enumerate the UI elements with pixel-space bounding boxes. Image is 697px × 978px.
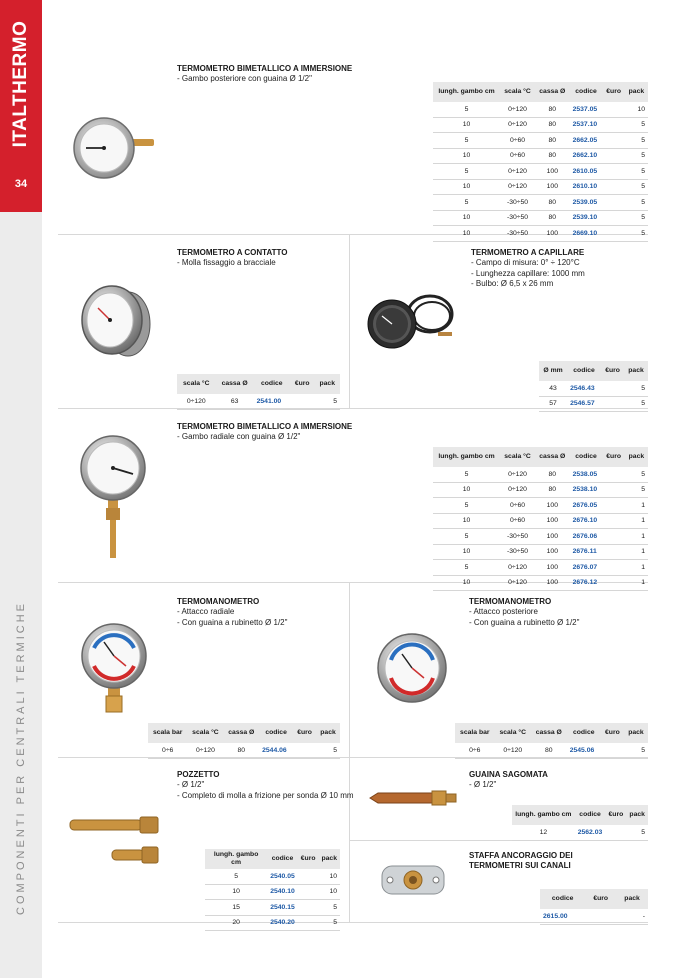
capillary-thermometer-image: [366, 290, 462, 354]
product-table: lungh. gambo cm codice €uro pack 12 2562.03 5: [512, 805, 648, 841]
product-desc: - Molla fissaggio a bracciale: [177, 258, 276, 267]
table-row: 10 -30÷50 100 2669.10 5: [433, 226, 648, 242]
table-row: 10 -30÷50 80 2539.10 5: [433, 210, 648, 226]
product-table: Ø mm codice €uro pack 43 2546.43 5 57 2546.57 5: [539, 361, 648, 412]
product-table: scala bar scala °C cassa Ø codice €uro pack 0÷6 0÷120 80 2545.06 5: [455, 723, 648, 759]
product-table: scala °C cassa Ø codice €uro pack 0÷120 63 2541.00 5: [177, 374, 340, 410]
table-row: 5 0÷120 80 2537.05 10: [433, 102, 648, 117]
table-row: 43 2546.43 5: [539, 381, 648, 396]
thermowell-image: [66, 812, 162, 868]
radial-bimetal-thermometer-image: [78, 434, 150, 560]
table-row: 10 0÷120 80 2537.10 5: [433, 117, 648, 133]
product-table: scala bar scala °C cassa Ø codice €uro pack 0÷6 0÷120 80 2544.06 5: [148, 723, 340, 759]
product-title: STAFFA ANCORAGGIO DEI TERMOMETRI SUI CANALI: [469, 851, 573, 870]
table-row: 57 2546.57 5: [539, 396, 648, 412]
radial-thermomanometer-image: [78, 622, 152, 716]
table-row: 10 0÷120 100 2676.12 1: [433, 575, 648, 591]
table-row: 10 0÷60 80 2662.10 5: [433, 148, 648, 164]
product-title: TERMOMETRO BIMETALLICO A IMMERSIONE: [177, 64, 353, 73]
product-desc: - Gambo radiale con guaina Ø 1/2": [177, 432, 301, 441]
product-desc: - Ø 1/2" - Completo di molla a frizione per sonda Ø 10 mm: [177, 780, 354, 800]
table-row: 5 0÷120 100 2610.05 5: [433, 164, 648, 180]
table-row: 2615.00 -: [540, 909, 648, 924]
product-title: TERMOMETRO A CAPILLARE: [471, 248, 585, 257]
table-row: 12 2562.03 5: [512, 825, 648, 840]
bimetal-thermometer-image: [72, 114, 158, 186]
shaped-sheath-image: [368, 786, 460, 810]
table-row: 10 0÷120 100 2610.10 5: [433, 179, 648, 195]
product-table: lungh. gambo cm scala °C cassa Ø codice €uro pack 5 0÷120 80 2537.05 10 10 0÷120 80 2537.10 5 5 0÷60 80 2662.05 5 10 0÷60 80 2662.10 5 5 0÷120 100 2610.05 5 10 0÷120 100 2610.10 5 5 -30÷50 80 2539.05 5 10 -30÷50 80 2539.10 5 10 -30÷50 100 2669.10 5: [433, 82, 648, 242]
product-title: TERMOMANOMETRO: [469, 597, 552, 606]
product-table: lungh. gambo cm codice €uro pack 5 2540.05 10 10 2540.10 10 15 2540.15 5 20 2540.20 5: [205, 849, 340, 931]
brand-box: [0, 0, 42, 212]
table-row: 10 -30÷50 100 2676.11 1: [433, 544, 648, 560]
product-desc: - Gambo posteriore con guaina Ø 1/2": [177, 74, 312, 83]
product-title: GUAINA SAGOMATA: [469, 770, 548, 779]
product-title: TERMOMETRO BIMETALLICO A IMMERSIONE: [177, 422, 353, 431]
table-row: 5 -30÷50 80 2539.05 5: [433, 195, 648, 211]
contact-thermometer-image: [78, 282, 158, 362]
table-row: 20 2540.20 5: [205, 915, 340, 931]
side-section-label: COMPONENTI PER CENTRALI TERMICHE: [15, 601, 27, 915]
product-table: lungh. gambo cm scala °C cassa Ø codice €uro pack 5 0÷120 80 2538.05 5 10 0÷120 80 2538.10 5 5 0÷60 100 2676.05 1 10 0÷60 100 2676.10 1 5 -30÷50 100 2676.06 1 10 -30÷50 100 2676.11 1 5 0÷120 100 2676.07 1 10 0÷120 100 2676.12 1: [433, 447, 648, 591]
product-title: TERMOMETRO A CONTATTO: [177, 248, 288, 257]
table-row: 15 2540.15 5: [205, 900, 340, 916]
product-title: TERMOMANOMETRO: [177, 597, 260, 606]
mounting-bracket-image: [380, 862, 446, 898]
table-row: 5 0÷120 80 2538.05 5: [433, 467, 648, 482]
product-title: POZZETTO: [177, 770, 220, 779]
product-desc: - Ø 1/2": [469, 780, 497, 789]
table-row: 0÷120 63 2541.00 5: [177, 394, 340, 409]
product-desc: - Campo di misura: 0° ÷ 120°C - Lunghezza capillare: 1000 mm - Bulbo: Ø 6,5 x 26 mm: [471, 258, 585, 288]
rear-thermomanometer-image: [374, 632, 452, 706]
table-row: 5 0÷60 100 2676.05 1: [433, 498, 648, 514]
table-row: 5 -30÷50 100 2676.06 1: [433, 529, 648, 545]
product-desc: - Attacco radiale - Con guaina a rubinetto Ø 1/2": [177, 607, 288, 627]
table-row: 10 0÷120 80 2538.10 5: [433, 482, 648, 498]
brand-logo: ITALTHERMO: [10, 20, 31, 148]
table-row: 5 0÷60 80 2662.05 5: [433, 133, 648, 149]
page-number: 34: [14, 178, 28, 190]
table-row: 10 2540.10 10: [205, 884, 340, 900]
product-desc: - Attacco posteriore - Con guaina a rubinetto Ø 1/2": [469, 607, 580, 627]
product-table: codice €uro pack 2615.00 -: [540, 889, 648, 925]
table-row: 0÷6 0÷120 80 2545.06 5: [455, 743, 648, 758]
table-row: 10 0÷60 100 2676.10 1: [433, 513, 648, 529]
table-row: 5 2540.05 10: [205, 869, 340, 884]
table-row: 0÷6 0÷120 80 2544.06 5: [148, 743, 340, 758]
table-row: 5 0÷120 100 2676.07 1: [433, 560, 648, 576]
